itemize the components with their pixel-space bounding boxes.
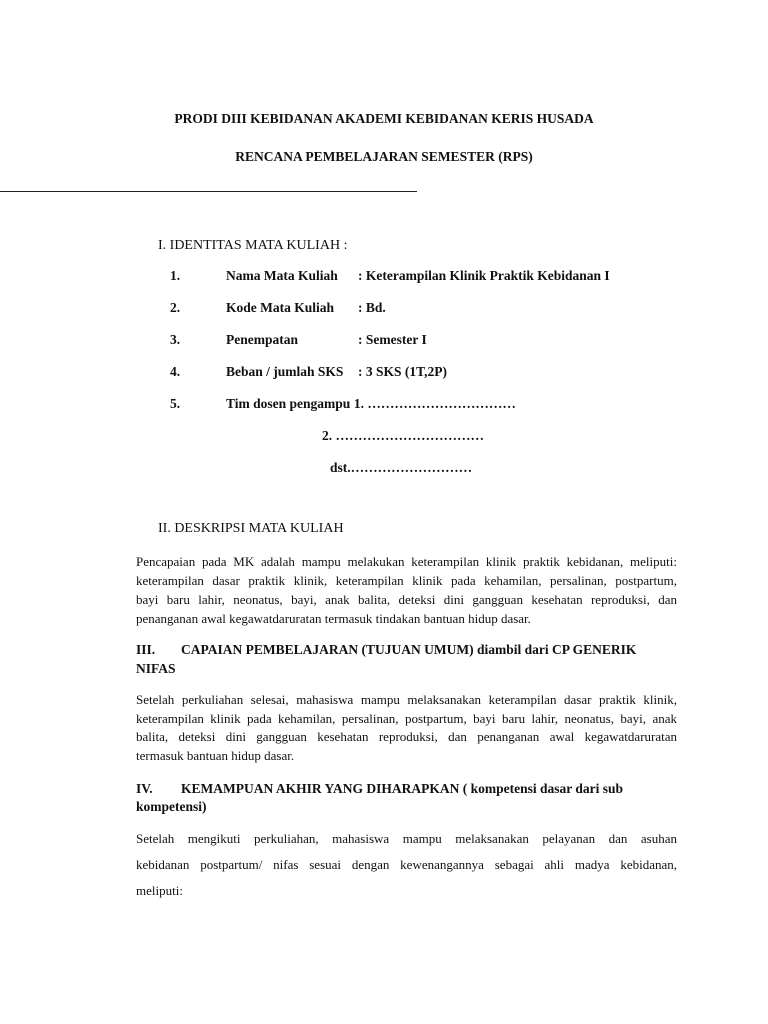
paragraph-line: Setelah mengikuti perkuliahan, mahasiswa mampu melaksanakan pelayanan dan asuhan	[136, 831, 677, 846]
paragraph-line: keterampilan klinik pada kehamilan, persalinan, postpartum, bayi baru lahir, neonatus, bayi, anak	[136, 710, 677, 726]
identity-item-value: : 1. ……………………………	[346, 396, 516, 411]
identity-item-number: 4.	[170, 364, 181, 379]
section-2-heading: II. DESKRIPSI MATA KULIAH	[158, 521, 344, 536]
paragraph-line: bayi baru lahir, neonatus, bayi, anak balita, deteksi dini gangguan kesehatan reproduksi, dan	[136, 592, 677, 607]
identity-item-number: 2.	[170, 300, 181, 315]
section-3-heading: CAPAIAN PEMBELAJARAN (TUJUAN UMUM) diambil dari CP GENERIK	[181, 642, 637, 657]
identity-item-number: 3.	[170, 332, 181, 347]
identity-item-value: : Semester I	[358, 332, 427, 347]
section-4-paragraph	[136, 826, 677, 904]
document-title: RENCANA PEMBELAJARAN SEMESTER (RPS)	[235, 149, 533, 164]
paragraph-line: Pencapaian pada MK adalah mampu melakukan keterampilan klinik praktik kebidanan, meliputi:	[136, 554, 677, 569]
lecturer-line-etc: dst.………………………	[330, 460, 473, 475]
paragraph-line: termasuk bantuan hidup dasar.	[136, 747, 295, 763]
identity-item-value: : Bd.	[358, 300, 386, 315]
identity-item-label: Tim dosen pengampu	[226, 396, 351, 411]
identity-item-number: 1.	[170, 268, 181, 283]
section-3-paragraph	[136, 690, 677, 764]
identity-item-label: Penempatan	[226, 332, 298, 347]
institution-title: PRODI DIII KEBIDANAN AKADEMI KEBIDANAN KERIS HUSADA	[174, 111, 594, 126]
lecturer-line-2: 2. ……………………………	[322, 428, 484, 443]
identity-item-label: Kode Mata Kuliah	[226, 300, 335, 315]
section-3-number: III.	[136, 642, 156, 657]
paragraph-line: balita, deteksi dini gangguan kesehatan reproduksi, dan penanganan awal kegawatdaruratan	[136, 729, 677, 744]
section-3-heading-cont: NIFAS	[136, 661, 176, 676]
section-4-heading: KEMAMPUAN AKHIR YANG DIHARAPKAN ( kompetensi dasar dari sub	[181, 781, 624, 796]
identity-item-label: Beban / jumlah SKS	[226, 364, 344, 379]
section-4-number: IV.	[136, 781, 153, 796]
horizontal-rule	[0, 191, 417, 192]
identity-item-value: : Keterampilan Klinik Praktik Kebidanan I	[358, 268, 610, 283]
paragraph-line: Setelah perkuliahan selesai, mahasiswa mampu melaksanakan keterampilan dasar praktik klinik,	[136, 692, 677, 707]
section-4-heading-cont: kompetensi)	[136, 799, 207, 814]
section-2-paragraph	[136, 552, 677, 628]
identity-item-number: 5.	[170, 396, 181, 411]
section-1-heading: I. IDENTITAS MATA KULIAH :	[158, 238, 348, 253]
paragraph-line: meliputi:	[136, 883, 183, 898]
paragraph-line: keterampilan dasar praktik klinik, keterampilan klinik pada kehamilan, persalinan, postpartum,	[136, 573, 677, 588]
identity-item-value: : 3 SKS (1T,2P)	[358, 364, 448, 379]
paragraph-line: penanganan awal kegawatdaruratan termasuk tindakan bantuan hidup dasar.	[136, 611, 531, 626]
paragraph-line: kebidanan postpartum/ nifas sesuai dengan kewenangannya sebagai ahli madya kebidanan,	[136, 857, 677, 872]
identity-item-label: Nama Mata Kuliah	[226, 268, 338, 283]
